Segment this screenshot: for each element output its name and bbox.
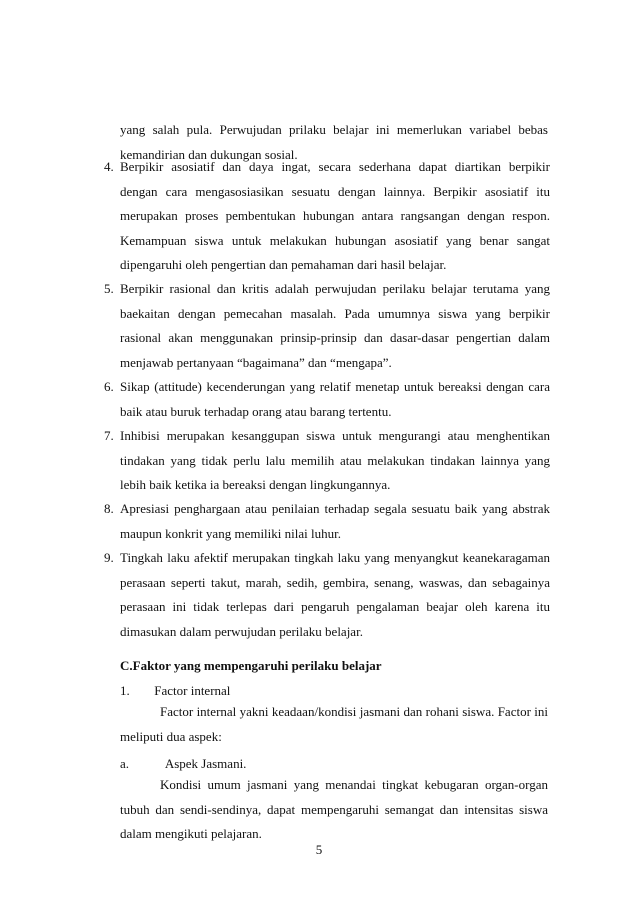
text-line: maupun konkrit yang memiliki nilai luhur. [120, 525, 341, 541]
list-item-body [120, 497, 550, 546]
subsection-label: Aspek Jasmani. [164, 756, 247, 771]
subsection-jasmani [120, 756, 246, 772]
subsection-number: 1. [120, 683, 130, 698]
text-line: yang salah pula. Perwujudan prilaku belajar ini memerlukan variabel bebas [120, 122, 548, 137]
text-line: meliputi dua aspek: [120, 728, 222, 744]
text-line: Sikap (attitude) kecenderungan yang relatif menetap untuk bereaksi dengan cara [120, 379, 550, 394]
list-item-body [120, 155, 550, 278]
list-item-body [120, 546, 550, 644]
section-heading: C.Faktor yang mempengaruhi perilaku belajar [120, 658, 382, 673]
text-line: merupakan proses pembentukan hubungan antara rangsangan dengan respon. [120, 208, 550, 223]
text-line: lebih baik ketika ia bereaksi dengan lingkungannya. [120, 477, 391, 492]
text-line: menjawab pertanyaan “bagaimana” dan “mengapa”. [120, 354, 392, 370]
text-line: Kemampuan siswa untuk melakukan hubungan asosiatif yang benar sangat [120, 232, 550, 248]
text-line: Berpikir asosiatif dan daya ingat, secara sederhana dapat diartikan berpikir [120, 159, 550, 174]
list-number: 5. [104, 281, 114, 296]
text-line: Berpikir rasional dan kritis adalah perwujudan perilaku belajar terutama yang [120, 281, 550, 296]
text-line: tubuh dan sendi-sendinya, dapat mempengaruhi semangat dan intensitas siswa [120, 801, 548, 817]
internal-factor-paragraph [120, 700, 548, 749]
text-line: perasaan ini tidak terlepas dari pengaruh pengalaman beajar oleh karena itu [120, 599, 550, 614]
list-number: 4. [104, 159, 114, 174]
text-line: tindakan yang tidak perlu lalu memilih atau melakukan tindakan lainnya yang [120, 452, 550, 468]
text-line: dalam mengikuti pelajaran. [120, 826, 262, 841]
text-line: dipengaruhi oleh pengertian dan pemahaman dari hasil belajar. [120, 257, 447, 272]
list-item-body [120, 424, 550, 498]
text-line: Kondisi umum jasmani yang menandai tingkat kebugaran organ-organ [160, 777, 548, 792]
text-line: perasaan seperti takut, marah, sedih, gembira, senang, waswas, dan sebagainya [120, 574, 550, 590]
list-item-body [120, 375, 550, 424]
text-line: Tingkah laku afektif merupakan tingkah laku yang menyangkut keanekaragaman [120, 550, 550, 565]
list-number: 9. [104, 550, 114, 565]
list-number: 7. [104, 428, 114, 443]
list-number: 6. [104, 379, 114, 394]
text-line: Inhibisi merupakan kesanggupan siswa untuk mengurangi atau menghentikan [120, 428, 550, 443]
subsection-letter: a. [120, 756, 130, 771]
list-number: 8. [104, 501, 114, 516]
text-line: Factor internal yakni keadaan/kondisi jasmani dan rohani siswa. Factor ini [160, 704, 548, 719]
text-line: dimasukan dalam perwujudan perilaku belajar. [120, 623, 363, 639]
text-line: kemandirian dan dukungan sosial. [120, 146, 298, 162]
page-number: 5 [315, 842, 323, 857]
jasmani-paragraph [120, 773, 548, 847]
subsection-label: Factor internal [154, 683, 231, 698]
text-line: rasional akan menggunakan prinsip-prinsip dan dasar-dasar pengertian dalam [120, 330, 550, 345]
list-item-body [120, 277, 550, 375]
text-line: baik atau buruk terhadap orang atau barang tertentu. [120, 403, 392, 419]
subsection-internal [120, 683, 230, 699]
text-line: dengan cara mengasosiasikan sesuatu dengan lainnya. Berpikir asosiatif itu [120, 183, 550, 199]
text-line: Apresiasi penghargaan atau penilaian terhadap segala sesuatu baik yang abstrak [120, 501, 550, 516]
text-line: baekaitan dengan pemecahan masalah. Pada umumnya siswa yang berpikir [120, 305, 550, 321]
